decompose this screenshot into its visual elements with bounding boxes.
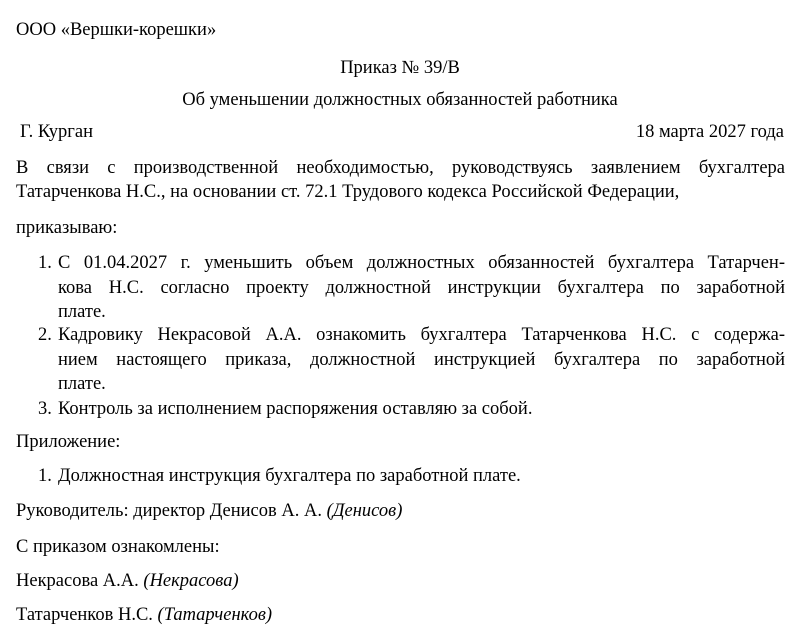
city-date-row: [20, 120, 784, 144]
list-item: [38, 397, 785, 422]
organization-name: ООО «Вершки-корешки»: [16, 20, 217, 40]
appendix-item-text: Должностная инструкция бухгалтера по заработной плате.: [58, 466, 521, 486]
list-item: [38, 323, 785, 397]
head-signature-line: [16, 499, 785, 523]
list-item-number: 2.: [38, 325, 52, 345]
list-item-line: нием настоящего приказа, должностной инструкцией бухгалтера по заработной: [58, 349, 785, 370]
list-item-line: кова Н.С. согласно проекту должностной инструкции бухгалтера по заработной: [58, 277, 785, 298]
preamble-line-2: Татарченкова Н.С., на основании ст. 72.1 Трудового кодекса Российской Федерации,: [16, 182, 680, 202]
acquainted-name: Некрасова А.А.: [16, 571, 139, 591]
acquainted-name: Татарченков Н.С.: [16, 605, 153, 625]
list-item-line: плате.: [58, 302, 106, 322]
list-item-number: 1.: [38, 253, 52, 273]
head-signature: (Денисов): [326, 501, 403, 521]
appendix-item: [38, 464, 785, 489]
acquainted-row: [16, 603, 785, 627]
appendix-item-number: 1.: [38, 466, 52, 486]
preamble-line-1: В связи с производственной необходимостью, руководствуясь заявлением бухгалтера: [16, 158, 785, 178]
acquainted-label: С приказом ознакомлены:: [16, 537, 220, 557]
list-item: [38, 251, 785, 325]
list-item-line: Контроль за исполнением распоряжения оставляю за собой.: [58, 399, 533, 419]
city: Г. Курган: [20, 122, 94, 142]
acquainted-signature: (Татарченков): [157, 605, 273, 625]
list-item-number: 3.: [38, 399, 52, 419]
list-item-line: С 01.04.2027 г. уменьшить объем должностных обязанностей бухгалтера Татарчен-: [58, 253, 785, 273]
list-item-line: Кадровику Некрасовой А.А. ознакомить бухгалтера Татарченкова Н.С. с содержа-: [58, 325, 785, 345]
acquainted-signature: (Некрасова): [143, 571, 239, 591]
order-subject: Об уменьшении должностных обязанностей работника: [182, 90, 618, 110]
acquainted-row: [16, 569, 785, 593]
order-date: 18 марта 2027 года: [635, 122, 784, 142]
head-label: Руководитель: директор Денисов А. А.: [16, 501, 322, 521]
list-item-line: плате.: [58, 374, 106, 394]
order-title: Приказ № 39/В: [340, 58, 460, 78]
appendix-label: Приложение:: [16, 432, 121, 452]
order-word: приказываю:: [16, 218, 118, 238]
